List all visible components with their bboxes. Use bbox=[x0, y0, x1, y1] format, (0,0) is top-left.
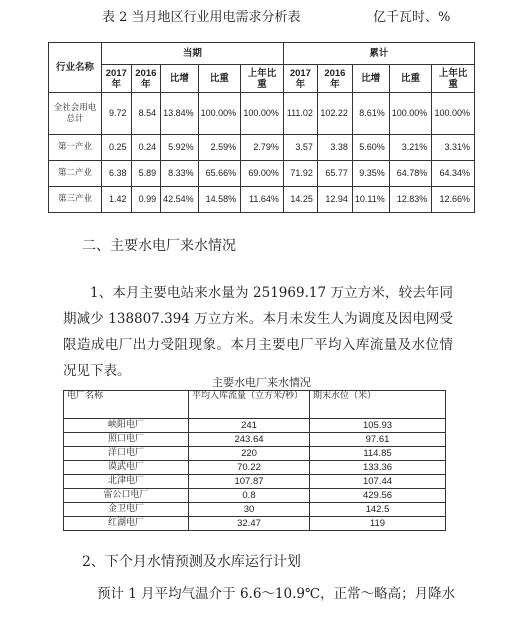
cell-flow: 70.22 bbox=[189, 461, 310, 475]
cell-flow: 0.8 bbox=[189, 489, 310, 503]
cell-level: 119 bbox=[310, 517, 446, 531]
cell-level: 105.93 bbox=[310, 419, 446, 433]
table-cell: 8.61% bbox=[352, 93, 389, 135]
table-cell: 71.92 bbox=[283, 161, 317, 187]
subheader-8: 比重 bbox=[389, 65, 432, 93]
table-cell: 3.21% bbox=[389, 135, 432, 161]
cell-flow: 30 bbox=[189, 503, 310, 517]
subheader-3: 比重 bbox=[198, 65, 241, 93]
table-cell: 12.94 bbox=[317, 187, 352, 213]
cell-name: 红湖电厂 bbox=[64, 517, 189, 531]
table-cell: 8.54 bbox=[131, 93, 161, 135]
subheader-4: 上年比重 bbox=[241, 65, 284, 93]
table-row bbox=[64, 419, 446, 433]
cell-flow: 243.64 bbox=[189, 433, 310, 447]
table-cell: 10.11% bbox=[352, 187, 389, 213]
table-cell: 111.02 bbox=[283, 93, 317, 135]
table-cell: 9.72 bbox=[102, 93, 132, 135]
table-cell: 12.66% bbox=[432, 187, 475, 213]
cell-name: 雷公口电厂 bbox=[64, 489, 189, 503]
cell-name: 洋口电厂 bbox=[64, 447, 189, 461]
table-row bbox=[64, 447, 446, 461]
cell-name: 照口电厂 bbox=[64, 433, 189, 447]
table-row bbox=[64, 489, 446, 503]
header-inflow: 平均入库流量（立方米/秒） bbox=[189, 391, 310, 419]
section3-heading: 2、下个月水情预测及水库运行计划 bbox=[82, 554, 301, 570]
table-cell: 11.64% bbox=[241, 187, 284, 213]
cell-name: 金卫电厂 bbox=[64, 503, 189, 517]
row-label: 第一产业 bbox=[49, 135, 102, 161]
cell-flow: 32.47 bbox=[189, 517, 310, 531]
cell-flow: 107.87 bbox=[189, 475, 310, 489]
table-row bbox=[49, 187, 475, 213]
table-cell: 64.78% bbox=[389, 161, 432, 187]
cell-level: 142.5 bbox=[310, 503, 446, 517]
subheader-0: 2017年 bbox=[102, 65, 132, 93]
row-label: 第二产业 bbox=[49, 161, 102, 187]
table-cell: 1.42 bbox=[102, 187, 132, 213]
table-cell: 12.83% bbox=[389, 187, 432, 213]
cell-level: 114.85 bbox=[310, 447, 446, 461]
table-row bbox=[49, 161, 475, 187]
table-cell: 64.34% bbox=[432, 161, 475, 187]
cell-flow: 220 bbox=[189, 447, 310, 461]
table-cell: 3.38 bbox=[317, 135, 352, 161]
industry-electricity-table bbox=[48, 42, 475, 213]
cell-level: 97.61 bbox=[310, 433, 446, 447]
table-cell: 0.99 bbox=[131, 187, 161, 213]
subheader-1: 2016年 bbox=[131, 65, 161, 93]
section2-paragraph: 1、本月主要电站来水量为 251969.17 万立方米，较去年同期减少 138807.394 万立方米。本月未发生人为调度及因电网受限造成电厂出力受阻现象。本月主要电厂平均入库流量及水位情况见下表。 bbox=[63, 285, 453, 379]
table-cell: 100.00% bbox=[198, 93, 241, 135]
table-row bbox=[64, 475, 446, 489]
section3-text: 预计 1 月平均气温介于 6.6～10.9℃，正常～略高；月降水 bbox=[97, 586, 456, 602]
subheader-2: 比增 bbox=[161, 65, 199, 93]
cell-name: 北津电厂 bbox=[64, 475, 189, 489]
table-cell: 65.66% bbox=[198, 161, 241, 187]
table-cell: 100.00% bbox=[241, 93, 284, 135]
cell-level: 133.36 bbox=[310, 461, 446, 475]
subheader-9: 上年比重 bbox=[432, 65, 475, 93]
section2-heading: 二、主要水电厂来水情况 bbox=[82, 238, 236, 254]
table-row bbox=[64, 433, 446, 447]
header-plant-name: 电厂名称 bbox=[64, 391, 189, 419]
table-row bbox=[49, 135, 475, 161]
cell-level: 429.56 bbox=[310, 489, 446, 503]
table-cell: 8.33% bbox=[161, 161, 199, 187]
row-label: 第三产业 bbox=[49, 187, 102, 213]
table-cell: 6.38 bbox=[102, 161, 132, 187]
table-cell: 100.00% bbox=[432, 93, 475, 135]
table-cell: 100.00% bbox=[389, 93, 432, 135]
hydropower-inflow-table bbox=[63, 390, 446, 531]
table-row bbox=[64, 461, 446, 475]
header-current-period: 当期 bbox=[102, 43, 284, 65]
subheader-7: 比增 bbox=[352, 65, 389, 93]
table-row bbox=[64, 517, 446, 531]
table-row bbox=[64, 503, 446, 517]
table-cell: 13.84% bbox=[161, 93, 199, 135]
header-water-level: 期末水位（米） bbox=[310, 391, 446, 419]
table-cell: 69.00% bbox=[241, 161, 284, 187]
table-cell: 14.25 bbox=[283, 187, 317, 213]
table-cell: 65.77 bbox=[317, 161, 352, 187]
row-label: 全社会用电总计 bbox=[49, 93, 102, 135]
table-cell: 9.35% bbox=[352, 161, 389, 187]
table-cell: 0.24 bbox=[131, 135, 161, 161]
header-cumulative: 累计 bbox=[283, 43, 474, 65]
cell-level: 107.44 bbox=[310, 475, 446, 489]
table-cell: 5.92% bbox=[161, 135, 199, 161]
table-cell: 3.57 bbox=[283, 135, 317, 161]
table1-unit: 亿千瓦时、% bbox=[373, 10, 451, 25]
table-cell: 0.25 bbox=[102, 135, 132, 161]
table-cell: 5.60% bbox=[352, 135, 389, 161]
table-cell: 102.22 bbox=[317, 93, 352, 135]
table-row bbox=[49, 93, 475, 135]
subheader-6: 2016年 bbox=[317, 65, 352, 93]
cell-name: 峡阳电厂 bbox=[64, 419, 189, 433]
subheader-5: 2017年 bbox=[283, 65, 317, 93]
table-cell: 14.58% bbox=[198, 187, 241, 213]
table2-title: 主要水电厂来水情况 bbox=[212, 376, 311, 389]
table-cell: 42.54% bbox=[161, 187, 199, 213]
header-industry: 行业名称 bbox=[49, 43, 102, 93]
table-cell: 3.31% bbox=[432, 135, 475, 161]
cell-name: 谟武电厂 bbox=[64, 461, 189, 475]
table-cell: 5.89 bbox=[131, 161, 161, 187]
table1-caption: 表 2 当月地区行业用电需求分析表 bbox=[102, 10, 301, 25]
table-cell: 2.79% bbox=[241, 135, 284, 161]
table-cell: 2.59% bbox=[198, 135, 241, 161]
cell-flow: 241 bbox=[189, 419, 310, 433]
